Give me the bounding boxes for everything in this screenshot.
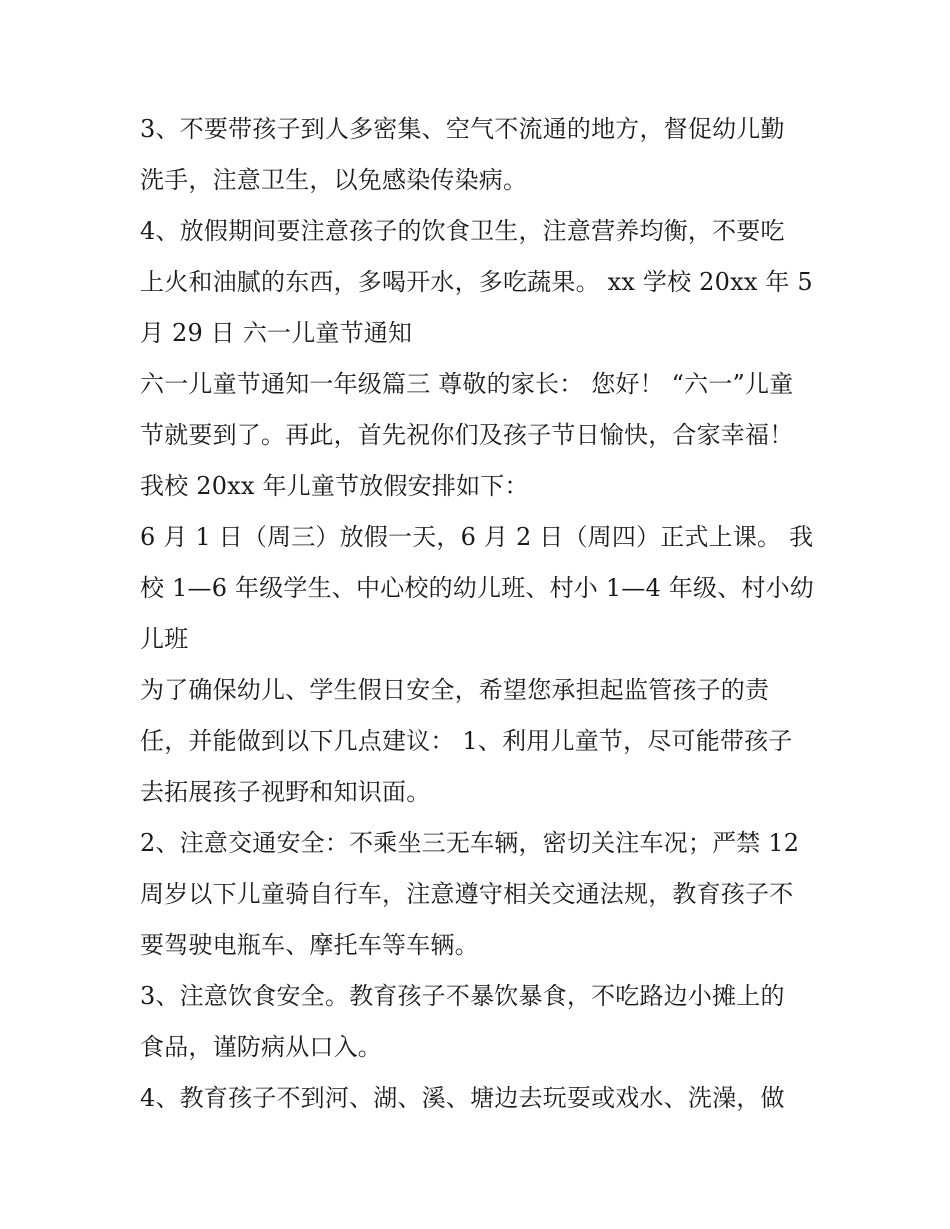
text-line: 周岁以下儿童骑自行车，注意遵守相关交通法规，教育孩子不	[140, 880, 794, 908]
text-line: 要驾驶电瓶车、摩托车等车辆。	[140, 931, 479, 959]
text-line: 我校 20xx 年儿童节放假安排如下：	[140, 472, 529, 500]
text-line: 校 1—6 年级学生、中心校的幼儿班、村小 1—4 年级、村小幼	[140, 574, 814, 602]
text-line: 月 29 日 六一儿童节通知	[140, 319, 413, 347]
text-line: 去拓展孩子视野和知识面。	[140, 778, 431, 806]
text-line: 4、放假期间要注意孩子的饮食卫生，注意营养均衡，不要吃	[140, 217, 785, 245]
text-line: 为了确保幼儿、学生假日安全，希望您承担起监管孩子的责	[140, 676, 770, 704]
text-line: 2、注意交通安全：不乘坐三无车辆，密切关注车况；严禁 12	[140, 829, 800, 857]
text-line: 4、教育孩子不到河、湖、溪、塘边去玩耍或戏水、洗澡，做	[140, 1084, 785, 1112]
text-line: 任，并能做到以下几点建议： 1、利用儿童节，尽可能带孩子	[140, 727, 793, 755]
document-body	[140, 104, 820, 1124]
text-line: 洗手，注意卫生，以免感染传染病。	[140, 166, 528, 194]
text-line: 6 月 1 日（周三）放假一天，6 月 2 日（周四）正式上课。 我	[140, 523, 814, 551]
text-line: 上火和油腻的东西，多喝开水，多吃蔬果。 xx 学校 20xx 年 5	[140, 268, 813, 296]
text-line: 六一儿童节通知一年级篇三 尊敬的家长： 您好！ “六一”儿童	[140, 370, 794, 398]
text-line: 节就要到了。再此，首先祝你们及孩子节日愉快，合家幸福！	[140, 421, 794, 449]
text-line: 儿班	[140, 625, 189, 653]
text-line: 3、不要带孩子到人多密集、空气不流通的地方，督促幼儿勤	[140, 115, 785, 143]
text-line: 3、注意饮食安全。教育孩子不暴饮暴食，不吃路边小摊上的	[140, 982, 785, 1010]
text-line: 食品，谨防病从口入。	[140, 1033, 382, 1061]
